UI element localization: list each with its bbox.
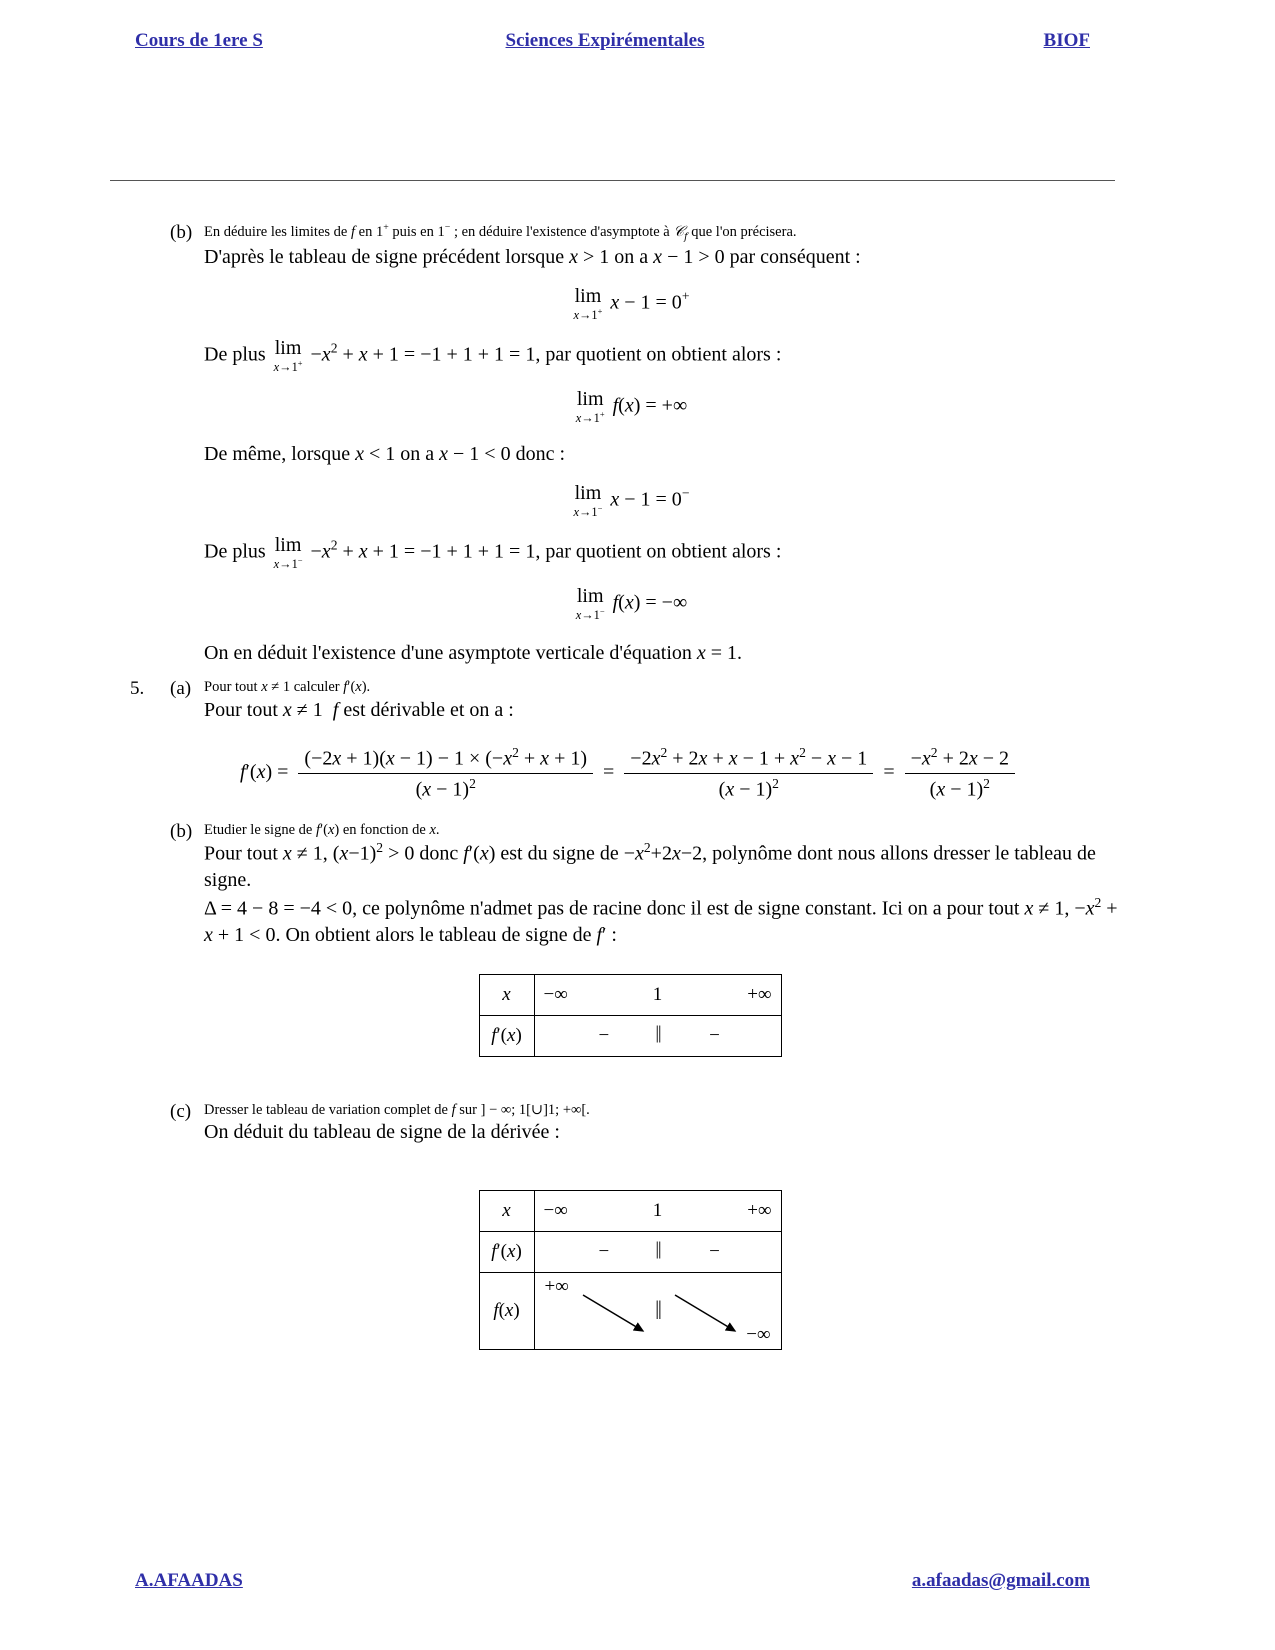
page-header xyxy=(110,30,1100,62)
question-5a-block xyxy=(130,678,1130,700)
variation-sign-left: − xyxy=(598,1240,610,1262)
variation-table-label-f: f(x) xyxy=(479,1272,534,1349)
variation-table xyxy=(479,1190,782,1350)
derivative-frac1-denominator: $(x - 1)^2$ xyxy=(298,773,593,802)
variation-table-row-f xyxy=(479,1272,781,1349)
header-biof-label: BIOF xyxy=(1043,30,1090,51)
derivative-fraction-2 xyxy=(624,745,873,801)
limit-operator-6: lim x→1− xyxy=(575,585,605,623)
question-5-number: 5. xyxy=(130,678,145,700)
derivative-fraction-3 xyxy=(905,745,1015,801)
answer-4b-line2: De plus lim x→1+ $-x^2 + x + 1 = -1 + 1 + 1 = 1$, par quotient on obtient alors : xyxy=(204,336,782,375)
sign-x-min: −∞ xyxy=(543,984,568,1006)
display-limit-2: lim x→1+ f(x) = +∞ xyxy=(575,388,688,426)
question-5a-statement: Pour tout x ≠ 1 calculer f′(x). xyxy=(204,679,371,696)
display-derivative xyxy=(130,745,1130,801)
sign-table-label-x: x xyxy=(479,975,534,1016)
question-5a-label: (a) xyxy=(170,678,192,700)
sign-left: − xyxy=(598,1025,610,1047)
derivative-fraction-1 xyxy=(298,745,593,801)
sign-table-wrapper xyxy=(130,974,1130,1057)
header-course-label: Cours de 1ere S xyxy=(135,30,263,51)
header-subject-label: Sciences Expirémentales xyxy=(505,30,705,51)
limit-operator-5: lim x→1− xyxy=(273,533,303,572)
question-5c-statement: Dresser le tableau de variation complet de f sur ] − ∞; 1[∪]1; +∞[. xyxy=(204,1102,590,1119)
limit-operator-4: lim x→1− xyxy=(573,482,603,520)
limit-operator-1: lim x→1+ xyxy=(573,285,603,323)
variation-table-label-fprime: f′(x) xyxy=(479,1231,534,1272)
display-limit-1: lim x→1+ x − 1 = 0+ xyxy=(573,285,690,323)
answer-4b-line5: On en déduit l'existence d'une asymptote verticale d'équation x = 1. xyxy=(204,642,743,664)
derivative-lhs: f′(x) = xyxy=(239,760,289,783)
variation-table-x-values xyxy=(534,1190,781,1231)
page-footer xyxy=(110,1570,1100,1598)
answer-4b-line4: De plus lim x→1− $-x^2 + x + 1 = -1 + 1 + 1 = 1$, par quotient on obtient alors : xyxy=(204,533,782,572)
sign-right: − xyxy=(709,1025,720,1047)
sign-table-row-fprime xyxy=(479,1016,781,1057)
derivative-frac2-denominator: $(x - 1)^2$ xyxy=(624,773,873,802)
derivative-frac3-denominator: $(x - 1)^2$ xyxy=(905,773,1015,802)
sign-x-root: 1 xyxy=(652,984,663,1006)
derivative-frac1-numerator: $(-2x + 1)(x - 1) - 1 \times (-x^2 + x + 1)$ xyxy=(304,744,588,770)
variation-table-arrows xyxy=(534,1272,781,1349)
sign-table-row-x xyxy=(479,975,781,1016)
variation-arrow-double-bar: ‖ xyxy=(654,1295,661,1325)
question-5b-statement: Etudier le signe de f′(x) en fonction de x. xyxy=(204,822,440,839)
sign-table-x-values xyxy=(534,975,781,1016)
question-5c-label: (c) xyxy=(170,1101,192,1123)
derivative-frac2-numerator: $-2x^2 + 2x + x - 1 + x^2 - x - 1$ xyxy=(630,744,868,770)
variation-sign-right: − xyxy=(709,1240,720,1262)
sign-table-signs xyxy=(534,1016,781,1057)
variation-double-bar: ‖ xyxy=(655,1238,660,1265)
limit-operator-3: lim x→1+ xyxy=(575,388,605,426)
derivative-frac3-numerator: $-x^2 + 2x - 2$ xyxy=(910,744,1010,770)
derivative-equals-2: = xyxy=(883,760,895,783)
display-limit-4: lim x→1− f(x) = −∞ xyxy=(575,585,688,623)
question-4b-statement: En déduire les limites de f en 1+ puis en 1− ; en déduire l'existence d'asymptote à 𝒞$_f$ que l'on précisera. xyxy=(204,222,797,243)
question-5b-label: (b) xyxy=(170,821,193,843)
question-4b-label: (b) xyxy=(170,222,193,243)
answer-4b-line1: D'après le tableau de signe précédent lorsque x > 1 on a x − 1 > 0 par conséquent : xyxy=(204,246,861,269)
derivative-equals-1: = xyxy=(603,760,615,783)
footer-author-label: A.AFAADAS xyxy=(135,1570,243,1591)
variation-x-min: −∞ xyxy=(543,1199,568,1221)
variation-end-value: −∞ xyxy=(746,1323,771,1345)
variation-arrows-svg xyxy=(535,1273,781,1349)
question-4b-block xyxy=(130,222,1130,244)
answer-5b-line1: Pour tout x ≠ 1, $(x-1)^2 > 0$ donc f′(x) est du signe de $-x^2+2x-2$, polynôme dont nous allons dresser le tableau de signe. xyxy=(204,840,1096,892)
sign-table xyxy=(479,974,782,1057)
variation-x-root: 1 xyxy=(652,1199,663,1221)
variation-table-label-x: x xyxy=(479,1190,534,1231)
sign-table-label-fprime: f′(x) xyxy=(479,1016,534,1057)
variation-table-wrapper xyxy=(130,1190,1130,1350)
answer-5a-line1: Pour tout x ≠ 1 f est dérivable et on a : xyxy=(204,698,514,721)
variation-table-row-x xyxy=(479,1190,781,1231)
variation-x-max: +∞ xyxy=(747,1199,772,1221)
document-body xyxy=(130,222,1130,1350)
sign-x-max: +∞ xyxy=(747,984,772,1006)
footer-email-label: a.afaadas@gmail.com xyxy=(911,1570,1090,1591)
variation-table-row-fprime xyxy=(479,1231,781,1272)
question-5c-block xyxy=(130,1101,1130,1123)
question-5b-block xyxy=(130,821,1130,843)
variation-start-value: +∞ xyxy=(544,1275,569,1297)
answer-5b-line2: Δ = 4 − 8 = −4 < 0, ce polynôme n'admet pas de racine donc il est de signe constant. Ici on a pour tout x ≠ 1, $-x^2 + x + 1 < 0$. On obtient alors le tableau de signe de f′ : xyxy=(204,894,1118,946)
display-limit-3: lim x→1− x − 1 = 0− xyxy=(573,482,690,520)
sign-double-bar: ‖ xyxy=(655,1022,660,1049)
variation-table-signs xyxy=(534,1231,781,1272)
header-divider xyxy=(110,180,1115,181)
answer-5c-line1: On déduit du tableau de signe de la dérivée : xyxy=(204,1121,560,1144)
answer-4b-line3: De même, lorsque x < 1 on a x − 1 < 0 donc : xyxy=(204,443,566,466)
limit-operator-2: lim x→1+ xyxy=(273,336,303,375)
